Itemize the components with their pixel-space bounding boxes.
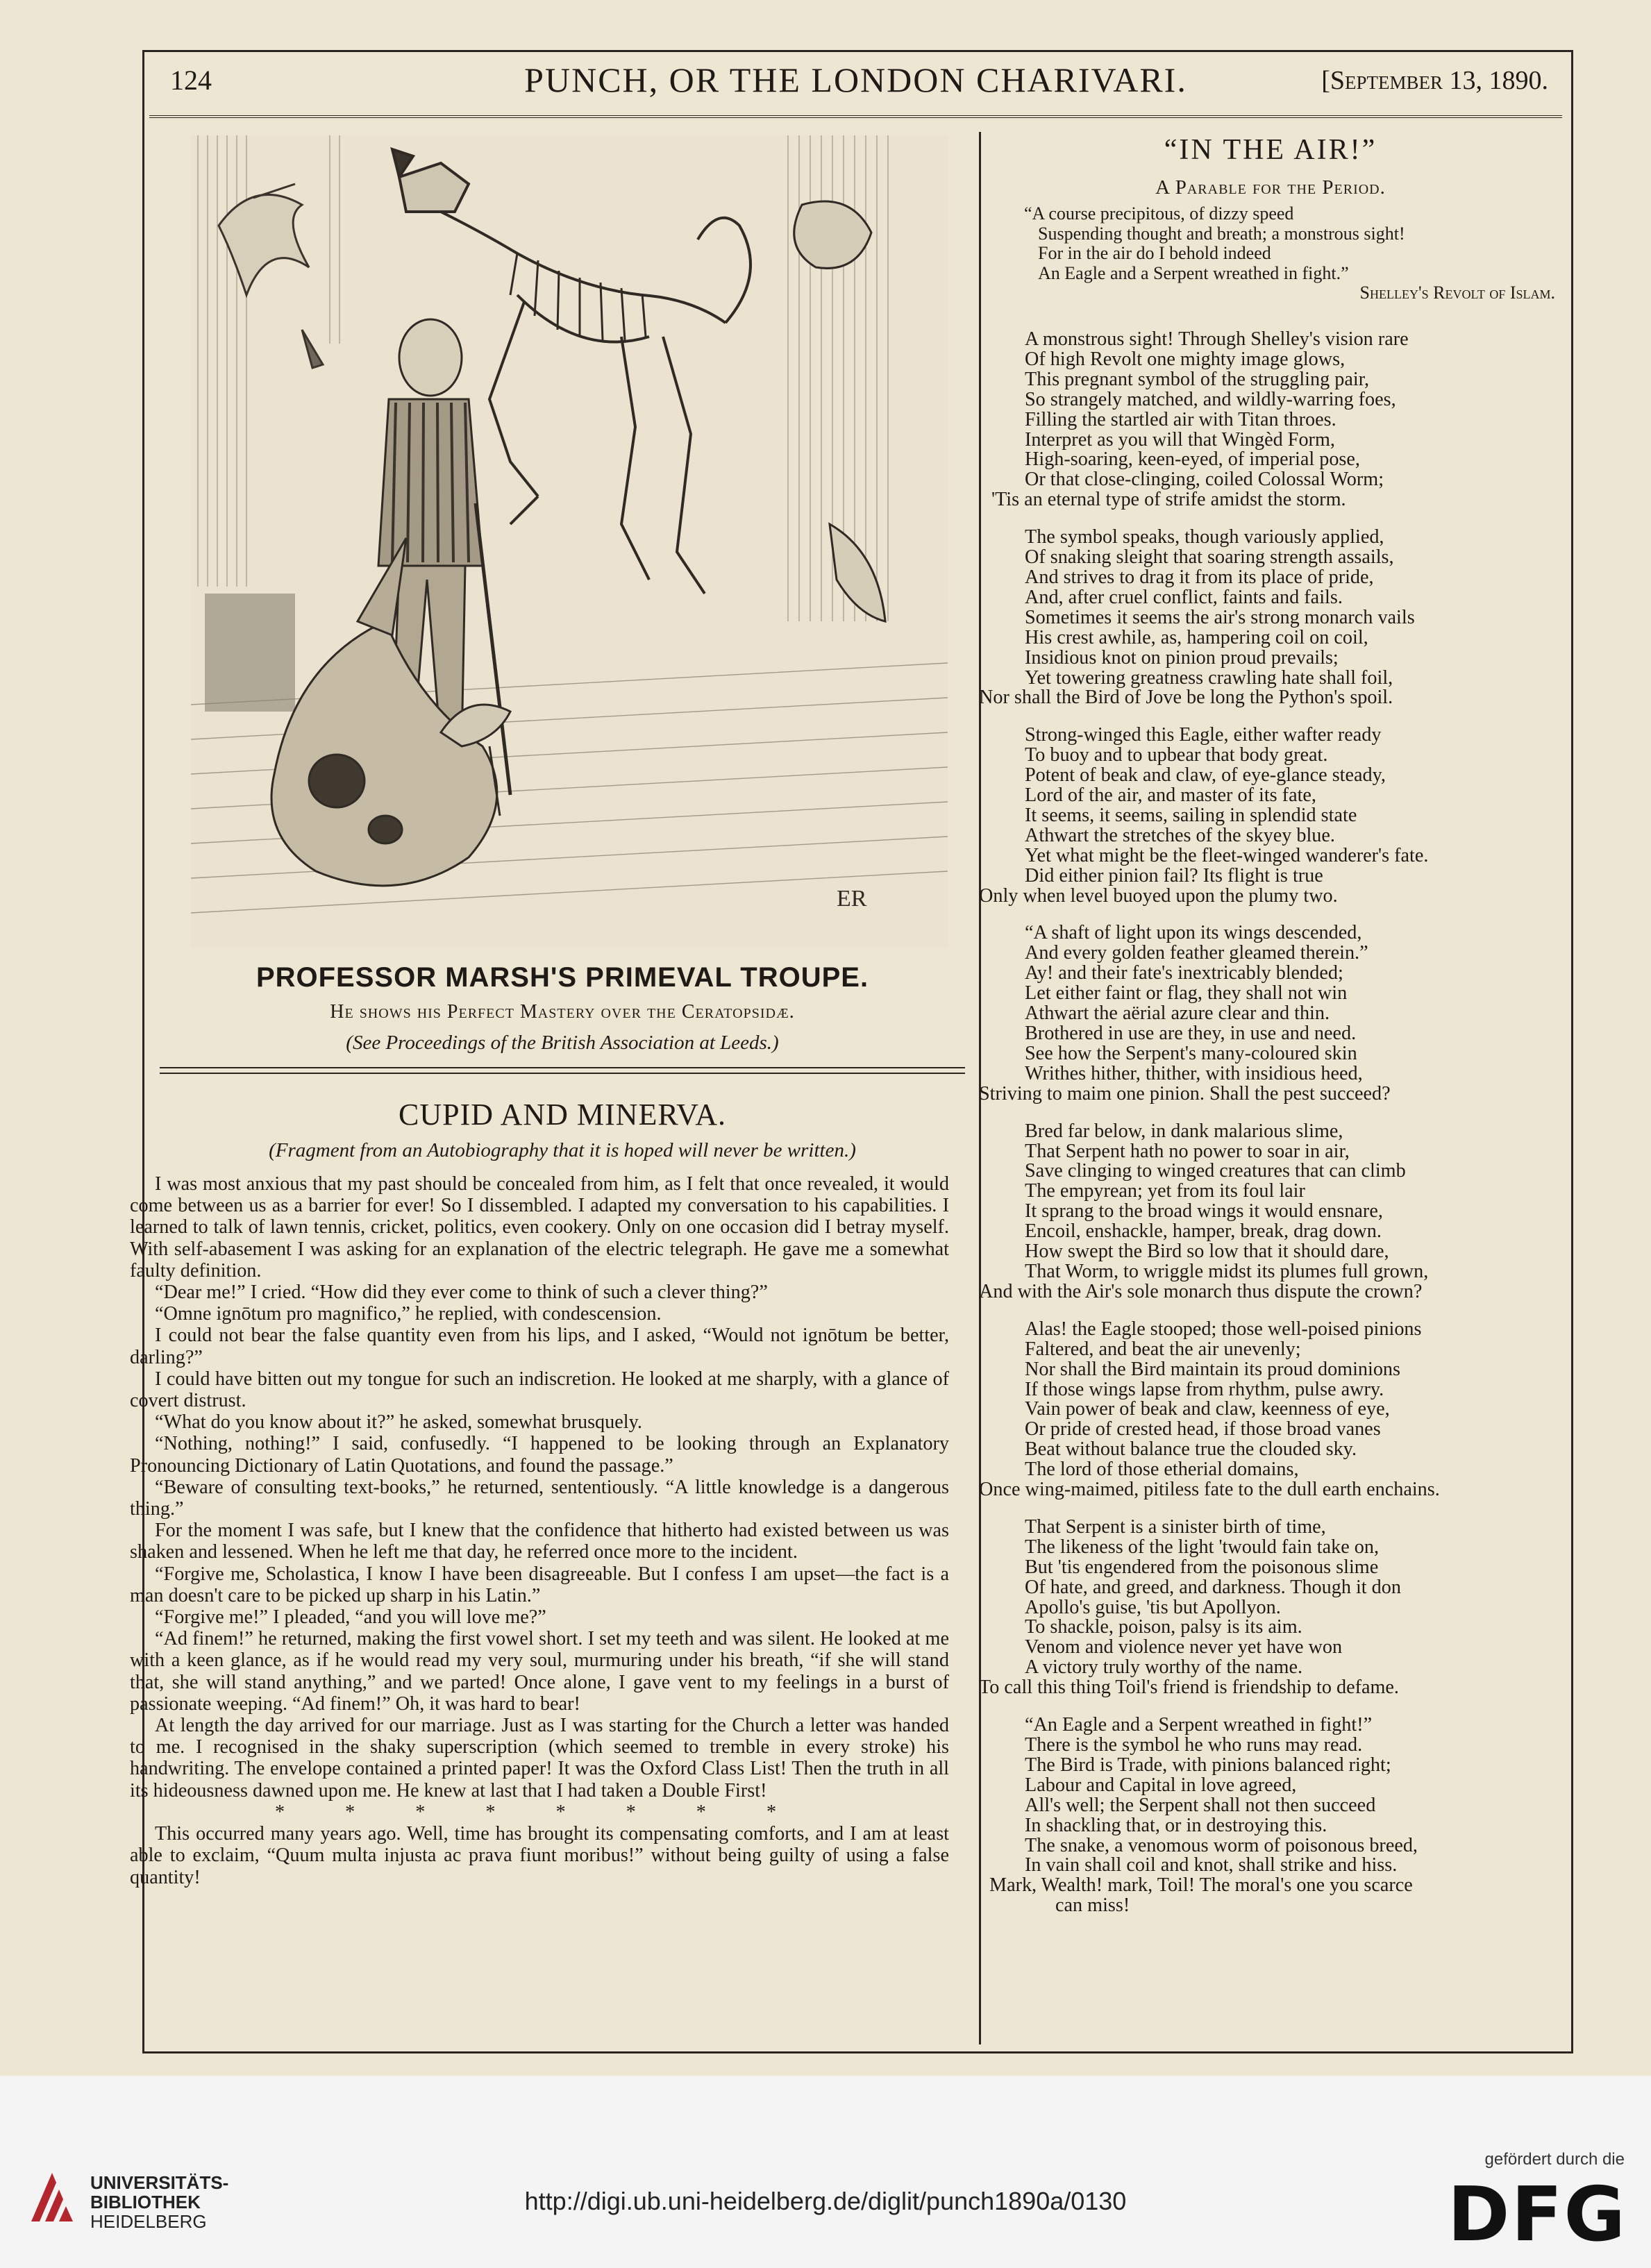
poem-line: Sometimes it seems the air's strong monarch vails xyxy=(1025,606,1415,628)
article-paragraph: “Forgive me, Scholastica, I know I have been disagreeable. But I confess I am upset—the fact is a man doesn't care to be picked up sharp in his Latin.” xyxy=(130,1563,949,1606)
poem-epigraph xyxy=(1024,204,1559,303)
poem-stanza xyxy=(979,1515,1562,1699)
article-paragraph: “Dear me!” I cried. “How did they ever come to think of such a clever thing?” xyxy=(155,1282,768,1304)
poem-line: Filling the startled air with Titan throes. xyxy=(1025,408,1336,430)
poem-line: Insidious knot on pinion proud prevails; xyxy=(1025,646,1339,669)
poem-stanza xyxy=(979,1122,1562,1302)
poem-line: Of high Revolt one mighty image glows, xyxy=(1025,348,1346,370)
poem-line: The Bird is Trade, with pinions balanced right; xyxy=(1025,1754,1391,1776)
poem-line: Venom and violence never yet have won xyxy=(1025,1636,1343,1658)
poem-line: If those wings lapse from rhythm, pulse awry. xyxy=(1025,1378,1384,1400)
poem-stanza xyxy=(979,1320,1562,1500)
poem-line: Athwart the stretches of the skyey blue. xyxy=(1025,824,1335,846)
poem-line: So strangely matched, and wildly-warring foes, xyxy=(1025,388,1396,410)
poem-line: To shackle, poison, palsy is its aim. xyxy=(1025,1616,1302,1638)
poem-stanza xyxy=(979,528,1562,708)
poem-line: Apollo's guise, 'tis but Apollyon. xyxy=(1025,1596,1281,1618)
poem-line: Strong-winged this Eagle, either wafter ready xyxy=(1025,724,1382,746)
poem-line: Let either faint or flag, they shall not win xyxy=(1025,982,1348,1005)
poem-line: Of hate, and greed, and darkness. Though it don xyxy=(1025,1576,1401,1598)
poem-stanza xyxy=(979,1715,1562,1916)
poem-line: 'Tis an eternal type of strife amidst the storm. xyxy=(991,489,1346,511)
section-rule xyxy=(160,1067,965,1074)
poem-line: There is the symbol he who runs may read. xyxy=(1025,1734,1363,1756)
poem-line: Interpret as you will that Wingèd Form, xyxy=(1025,428,1335,451)
poem-line: That Serpent hath no power to soar in air, xyxy=(1025,1140,1350,1162)
poem-body xyxy=(979,330,1562,1933)
article-paragraph: “Ad finem!” he returned, making the first vowel short. I set my teeth and was silent. He looked at me with a keen glance, as if he would read my very soul, murmuring under his breath, “if she will stand that, she will stand anything,” and we parted! Once alone, I gave vent to my feelings in a burst of passionate weeping. “Ad finem!” Oh, it was hard to bear! xyxy=(130,1628,949,1715)
poem-line: A victory truly worthy of the name. xyxy=(1025,1656,1303,1679)
article-paragraph: I could have bitten out my tongue for such an indiscretion. He looked at me sharply, with a glance of covert distrust. xyxy=(130,1368,949,1412)
poem-line: Beat without balance true the clouded sky. xyxy=(1025,1438,1357,1461)
library-name-line: BIBLIOTHEK xyxy=(90,2192,201,2212)
poem-line: It seems, it seems, sailing in splendid state xyxy=(1025,804,1357,826)
poem-line: Encoil, enshackle, hamper, break, drag down. xyxy=(1025,1220,1382,1243)
page-header xyxy=(149,60,1562,118)
cartoon-title: PROFESSOR MARSH'S PRIMEVAL TROUPE. xyxy=(255,962,869,993)
cartoon-illustration xyxy=(191,135,948,948)
poem-line: All's well; the Serpent shall not then succeed xyxy=(1025,1794,1376,1816)
poem-line: Potent of beak and claw, of eye-glance steady, xyxy=(1025,764,1386,787)
poem-line: can miss! xyxy=(1055,1895,1130,1917)
epigraph-line: “A course precipitous, of dizzy speed xyxy=(1024,203,1294,224)
article-paragraph: “Omne ignōtum pro magnifico,” he replied, with condescension. xyxy=(155,1303,662,1325)
poem-line: This pregnant symbol of the struggling pair, xyxy=(1025,368,1369,390)
poem-line: Vain power of beak and claw, keenness of eye, xyxy=(1025,1398,1390,1420)
poem-line: Bred far below, in dank malarious slime, xyxy=(1025,1120,1343,1142)
poem-stanza xyxy=(979,923,1562,1104)
poem-line: In shackling that, or in destroying this. xyxy=(1025,1814,1327,1836)
poem-line: Did either pinion fail? Its flight is true xyxy=(1025,864,1323,887)
poem-line: The likeness of the light 'twould fain take on, xyxy=(1025,1536,1379,1558)
poem-line: To buoy and to upbear that body great. xyxy=(1025,744,1328,766)
library-name-line: UNIVERSITÄTS- xyxy=(90,2172,229,2193)
poem-line: Writhes hither, thither, with insidious heed, xyxy=(1025,1062,1363,1084)
poem-line: “An Eagle and a Serpent wreathed in fight!” xyxy=(1025,1714,1373,1736)
article-paragraph: For the moment I was safe, but I knew that the confidence that hitherto had existed between us was shaken and lessened. When he left me that day, he referred once more to the incident. xyxy=(130,1520,949,1563)
epigraph-line: Suspending thought and breath; a monstrous sight! xyxy=(1038,223,1405,244)
cartoon-note: (See Proceedings of the British Association at Leeds.) xyxy=(346,1032,779,1054)
poem-line: That Serpent is a sinister birth of time, xyxy=(1025,1515,1326,1538)
article-paragraph: “Nothing, nothing!” I said, confusedly. “I happened to be looking through an Explanatory Pronouncing Dictionary of Latin Quotations, and found the passage.” xyxy=(130,1433,949,1477)
article-paragraph: “Forgive me!” I pleaded, “and you will love me?” xyxy=(155,1606,546,1629)
poem-line: And strives to drag it from its place of pride, xyxy=(1025,566,1374,588)
poem-line: Nor shall the Bird maintain its proud dominions xyxy=(1025,1358,1400,1380)
article-paragraph: I could not bear the false quantity even from his lips, and I asked, “Would not ignōtum be better, darling?” xyxy=(130,1325,949,1368)
section-break: * * * * * * * * xyxy=(274,1801,805,1823)
poem-line: Of snaking sleight that soaring strength assails, xyxy=(1025,546,1394,569)
issue-date: [September 13, 1890. xyxy=(1321,66,1548,95)
poem-line: Yet what might be the fleet-winged wanderer's fate. xyxy=(1025,844,1429,866)
poem-line: Labour and Capital in love agreed, xyxy=(1025,1774,1297,1796)
poem-line: Mark, Wealth! mark, Toil! The moral's one you scarce xyxy=(989,1874,1413,1897)
artist-signature: ER xyxy=(837,886,867,912)
page-number: 124 xyxy=(170,65,212,96)
funder-note: gefördert durch die xyxy=(1484,2150,1625,2169)
poem-line: Once wing-maimed, pitiless fate to the dull earth enchains. xyxy=(979,1479,1440,1501)
article-subtitle: (Fragment from an Autobiography that it is hoped will never be written.) xyxy=(269,1139,856,1161)
poem-line: A monstrous sight! Through Shelley's vision rare xyxy=(1025,328,1409,350)
article-body xyxy=(130,1173,949,1888)
poem-line: Ay! and their fate's inextricably blended; xyxy=(1025,962,1343,984)
poem-line: His crest awhile, as, hampering coil on coil, xyxy=(1025,626,1368,648)
poem-line: It sprang to the broad wings it would ensnare, xyxy=(1025,1200,1383,1223)
poem-subtitle: A Parable for the Period. xyxy=(1155,176,1386,199)
poem-line: Or that close-clinging, coiled Colossal Worm; xyxy=(1025,469,1384,491)
poem-line: And with the Air's sole monarch thus dispute the crown? xyxy=(979,1280,1423,1302)
poem-line: Lord of the air, and master of its fate, xyxy=(1025,784,1316,807)
poem-line: “A shaft of light upon its wings descended, xyxy=(1025,922,1362,944)
poem-line: Only when level buoyed upon the plumy two. xyxy=(979,884,1338,907)
masthead-title: PUNCH, OR THE LONDON CHARIVARI. xyxy=(524,60,1187,99)
poem-line: The empyrean; yet from its foul lair xyxy=(1025,1180,1305,1202)
poem-line: Yet towering greatness crawling hate shall foil, xyxy=(1025,666,1393,689)
poem-line: Nor shall the Bird of Jove be long the Python's spoil. xyxy=(979,687,1393,709)
poem-stanza xyxy=(979,725,1562,906)
poem-line: Faltered, and beat the air unevenly; xyxy=(1025,1338,1301,1360)
poem-stanza xyxy=(979,330,1562,510)
poem-line: The symbol speaks, though variously applied, xyxy=(1025,526,1384,548)
epigraph-line: An Eagle and a Serpent wreathed in fight.” xyxy=(1038,262,1349,283)
article-paragraph: This occurred many years ago. Well, time has brought its compensating comforts, and I am at least able to exclaim, “Quum multa injusta ac prava fiunt moribus!” without being guilty of using a false quantity! xyxy=(130,1823,949,1888)
poem-line: High-soaring, keen-eyed, of imperial pose, xyxy=(1025,448,1360,471)
poem-line: Alas! the Eagle stooped; those well-poised pinions xyxy=(1025,1318,1422,1340)
permalink-url[interactable]: http://digi.ub.uni-heidelberg.de/diglit/punch1890a/0130 xyxy=(524,2187,1127,2215)
poem-line: Brothered in use are they, in use and need. xyxy=(1025,1023,1357,1044)
viewer-footer xyxy=(0,2076,1651,2268)
poem-line: The snake, a venomous worm of poisonous breed, xyxy=(1025,1834,1418,1856)
poem-line: But 'tis engendered from the poisonous slime xyxy=(1025,1556,1379,1578)
poem-line: Striving to maim one pinion. Shall the pest succeed? xyxy=(979,1082,1391,1104)
poem-title: “IN THE AIR!” xyxy=(1164,134,1377,166)
poem-line: That Worm, to wriggle midst its plumes full grown, xyxy=(1025,1260,1429,1282)
epigraph-source: Shelley's Revolt of Islam. xyxy=(1359,283,1555,303)
poem-line: In vain shall coil and knot, shall strike and hiss. xyxy=(1025,1854,1398,1876)
poem-line: The lord of those etherial domains, xyxy=(1025,1459,1299,1481)
poem-line: And every golden feather gleamed therein.” xyxy=(1025,942,1368,964)
article-paragraph: “What do you know about it?” he asked, somewhat brusquely. xyxy=(155,1411,642,1434)
poem-line: See how the Serpent's many-coloured skin xyxy=(1025,1042,1357,1064)
library-name-line: HEIDELBERG xyxy=(90,2211,207,2232)
poem-line: How swept the Bird so low that it should dare, xyxy=(1025,1241,1389,1263)
article-title: CUPID AND MINERVA. xyxy=(398,1098,727,1132)
dfg-logo: DFG xyxy=(1447,2172,1627,2258)
poem-line: To call this thing Toil's friend is friendship to defame. xyxy=(979,1677,1399,1699)
epigraph-line: For in the air do I behold indeed xyxy=(1038,243,1271,263)
article-paragraph: I was most anxious that my past should be concealed from him, as I felt that once revealed, it would come between us as a barrier for ever! So I dissembled. I adapted my conversation to his capabilities. I learned to talk of lawn tennis, cricket, politics, even cookery. Only on one occasion did I betray myself. With self-abasement I was asking for an explanation of the electric telegraph. He gave me a somewhat faulty definition. xyxy=(130,1173,949,1282)
poem-line: And, after cruel conflict, faints and fails. xyxy=(1025,586,1343,608)
poem-line: Or pride of crested head, if those broad vanes xyxy=(1025,1418,1381,1440)
article-paragraph: At length the day arrived for our marriage. Just as I was starting for the Church a letter was handed to me. I recognised in the shaky superscription (which seemed to tremble in every stroke) his handwriting. The envelope contained a printed paper! It was the Oxford Class List! Then the truth in all its hideousness dawned upon me. He knew at last that I had taken a Double First! xyxy=(130,1715,949,1801)
poem-line: Save clinging to winged creatures that can climb xyxy=(1025,1160,1406,1182)
cartoon-subtitle: He shows his Perfect Mastery over the Ceratopsidæ. xyxy=(330,1001,795,1023)
article-paragraph: “Beware of consulting text-books,” he returned, sententiously. “A little knowledge is a dangerous thing.” xyxy=(130,1476,949,1520)
poem-line: Athwart the aërial azure clear and thin. xyxy=(1025,1002,1330,1025)
